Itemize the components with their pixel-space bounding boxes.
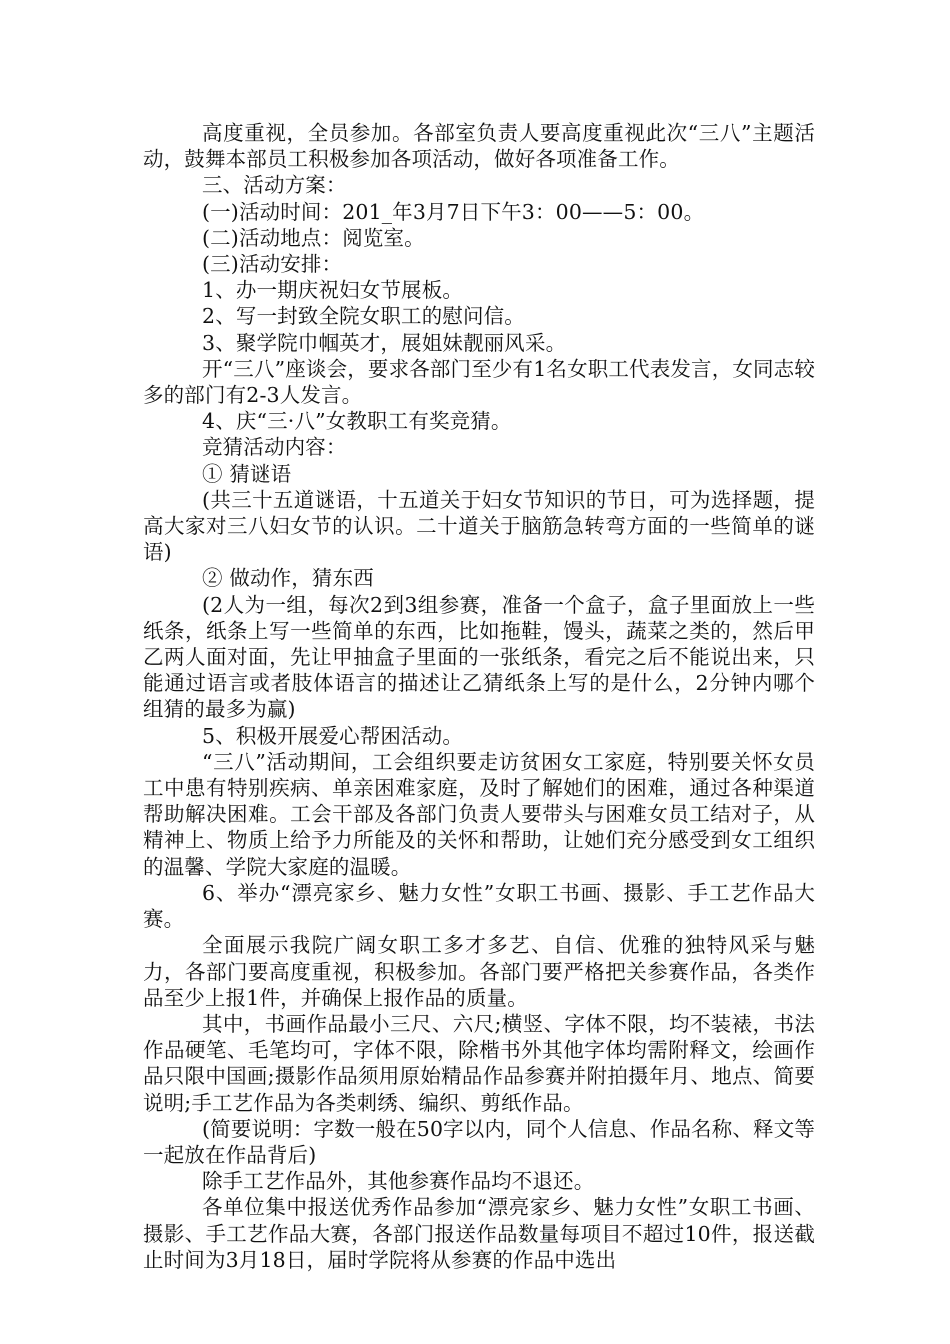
list-item: 4、庆“三·八”女教职工有奖竞猜。: [202, 409, 512, 434]
paragraph: 竞猜活动内容：: [202, 435, 347, 460]
paragraph: (三)活动安排：: [202, 252, 343, 277]
list-item: 2、写一封致全院女职工的慰问信。: [202, 304, 525, 329]
paragraph: (简要说明：字数一般在50字以内，同个人信息、作品名称、释文等一起放在作品背后): [143, 1116, 815, 1167]
paragraph: (二)活动地点：阅览室。: [202, 225, 425, 250]
paragraph: 全面展示我院广阔女职工多才多艺、自信、优雅的独特风采与魅力，各部门要高度重视，积极参加。各部门要严格把关参赛作品，各类作品至少上报1件，并确保上报作品的质量。: [143, 933, 815, 1010]
paragraph: 其中，书画作品最小三尺、六尺;横竖、字体不限，均不装裱，书法作品硬笔、毛笔均可，字体不限，除楷书外其他字体均需附释文，绘画作品只限中国画;摄影作品须用原始精品作品参赛并附拍摄年月、地点、简要说明;手工艺作品为各类刺绣、编织、剪纸作品。: [143, 1011, 815, 1115]
paragraph: (共三十五道谜语，十五道关于妇女节知识的节日，可为选择题，提高大家对三八妇女节的认识。二十道关于脑筋急转弯方面的一些简单的谜语): [143, 487, 815, 565]
paragraph: 各单位集中报送优秀作品参加“漂亮家乡、魅力女性”女职工书画、摄影、手工艺作品大赛，各部门报送作品数量每项目不超过10件，报送截止时间为3月18日，届时学院将从参赛的作品中选出: [143, 1195, 815, 1272]
paragraph: (一)活动时间：201_年3月7日下午3：00——5：00。: [202, 199, 705, 224]
paragraph: (2人为一组，每次2到3组参赛，准备一个盒子，盒子里面放上一些纸条，纸条上写一些简单的东西，比如拖鞋，馒头，蔬菜之类的，然后甲乙两人面对面，先让甲抽盒子里面的一张纸条，看完之后不能说出来，只能通过语言或者肢体语言的描述让乙猜纸条上写的是什么，2分钟内哪个组猜的最多为赢): [143, 592, 815, 722]
paragraph: 开“三八”座谈会，要求各部门至少有1名女职工代表发言，女同志较多的部门有2-3人发言。: [143, 356, 815, 408]
list-item: 1、办一期庆祝妇女节展板。: [202, 278, 463, 303]
list-item: ② 做动作，猜东西: [202, 566, 374, 591]
list-item: 3、聚学院巾帼英才，展姐妹靓丽风采。: [202, 330, 567, 355]
paragraph: 除手工艺作品外，其他参赛作品均不退还。: [202, 1169, 595, 1194]
paragraph: “三八”活动期间，工会组织要走访贫困女工家庭，特别要关怀女员工中患有特别疾病、单亲困难家庭，及时了解她们的困难，通过各种渠道帮助解决困难。工会干部及各部门负责人要带头与困难女员工结对子，从精神上、物质上给予力所能及的关怀和帮助，让她们充分感受到女工组织的温馨、学院大家庭的温暖。: [143, 749, 815, 879]
paragraph: 高度重视，全员参加。各部室负责人要高度重视此次“三八”主题活动，鼓舞本部员工积极参加各项活动，做好各项准备工作。: [143, 121, 815, 172]
list-item: 5、积极开展爱心帮困活动。: [202, 723, 463, 748]
list-item: ① 猜谜语: [202, 461, 292, 486]
list-item: 6、举办“漂亮家乡、魅力女性”女职工书画、摄影、手工艺作品大赛。: [143, 880, 815, 932]
section-heading: 三、活动方案：: [202, 173, 347, 198]
document-body: [143, 120, 815, 1273]
